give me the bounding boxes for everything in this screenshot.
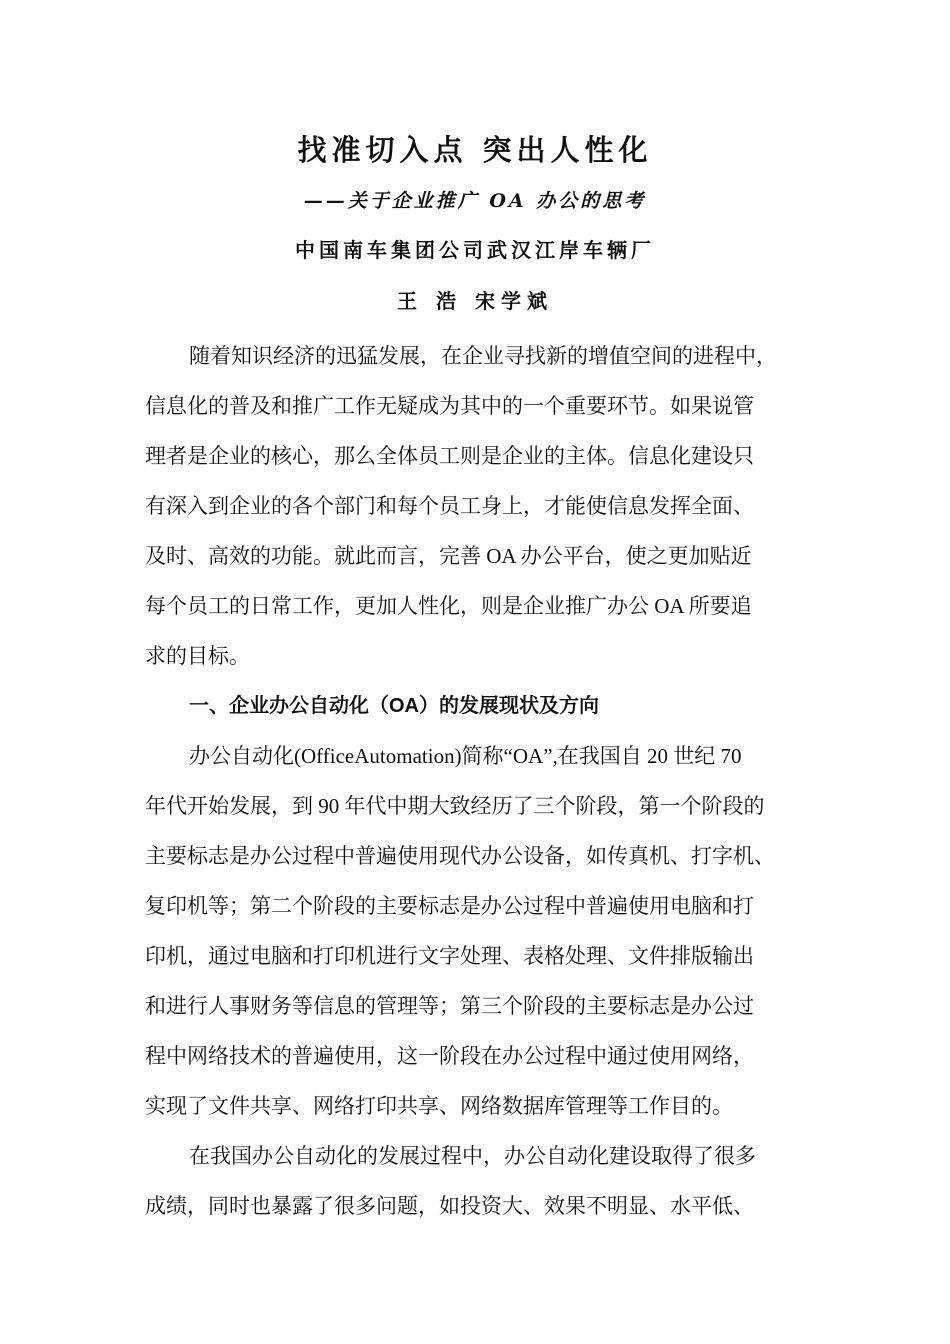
- section-heading: 一、企业办公自动化（OA）的发展现状及方向: [189, 695, 599, 717]
- paragraph-line: 成绩，同时也暴露了很多问题，如投资大、效果不明显、水平低、: [145, 1194, 754, 1218]
- organization-name: 中国南车集团公司武汉江岸车辆厂: [295, 238, 655, 262]
- paragraph-line: 复印机等；第二个阶段的主要标志是办公过程中普遍使用电脑和打: [145, 894, 754, 918]
- paragraph-line: 求的目标。: [145, 644, 250, 668]
- paragraph-line: 随着知识经济的迅猛发展，在企业寻找新的增值空间的进程中，: [189, 344, 777, 368]
- paragraph-line: 办公自动化(OfficeAutomation)简称“OA”,在我国自 20 世纪 70: [189, 744, 742, 768]
- paragraph-line: 理者是企业的核心，那么全体员工则是企业的主体。信息化建设只: [145, 444, 754, 468]
- paragraph-line: 主要标志是办公过程中普遍使用现代办公设备，如传真机、打字机、: [145, 844, 775, 868]
- author-names: 王 浩 宋学斌: [397, 289, 553, 313]
- paragraph-line: 在我国办公自动化的发展过程中，办公自动化建设取得了很多: [189, 1144, 756, 1168]
- paragraph-line: 印机，通过电脑和打印机进行文字处理、表格处理、文件排版输出: [145, 944, 754, 968]
- paragraph-line: 程中网络技术的普遍使用，这一阶段在办公过程中通过使用网络，: [145, 1044, 754, 1068]
- document-body: [145, 331, 825, 1231]
- paragraph-line: 和进行人事财务等信息的管理等；第三个阶段的主要标志是办公过: [145, 994, 754, 1018]
- paragraph-line: 有深入到企业的各个部门和每个员工身上，才能使信息发挥全面、: [145, 494, 754, 518]
- paragraph-line: 每个员工的日常工作，更加人性化，则是企业推广办公 OA 所要追: [145, 594, 752, 618]
- paragraph-line: 年代开始发展，到 90 年代中期大致经历了三个阶段，第一个阶段的: [145, 794, 765, 818]
- paragraph-line: 信息化的普及和推广工作无疑成为其中的一个重要环节。如果说管: [145, 394, 754, 418]
- document-subtitle: ——关于企业推广 OA 办公的思考: [303, 190, 647, 212]
- paragraph-line: 实现了文件共享、网络打印共享、网络数据库管理等工作目的。: [145, 1094, 733, 1118]
- paragraph-line: 及时、高效的功能。就此而言，完善 OA 办公平台，使之更加贴近: [145, 544, 752, 568]
- document-title: 找准切入点 突出人性化: [297, 133, 653, 167]
